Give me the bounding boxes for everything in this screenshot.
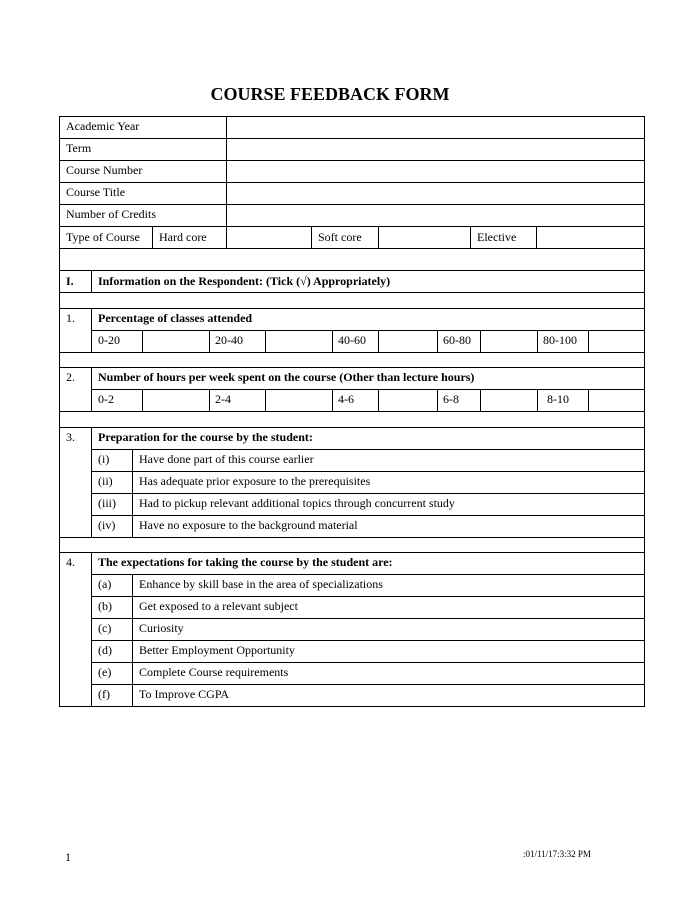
q3-item-text[interactable]: Have done part of this course earlier (139, 452, 314, 466)
q3-item-text[interactable]: Had to pickup relevant additional topics through concurrent study (139, 496, 455, 510)
q3-item-text[interactable]: Has adequate prior exposure to the prerequisites (139, 474, 371, 488)
q4-item-label: (d) (98, 643, 112, 657)
course-number-field[interactable] (227, 161, 644, 182)
q1-tick-box[interactable] (589, 331, 644, 352)
q4-number: 4. (66, 555, 75, 569)
q1-tick-box[interactable] (266, 331, 332, 352)
type-hard-core: Hard core (159, 230, 207, 244)
q4-item-text[interactable]: To Improve CGPA (139, 687, 230, 701)
q4-item-text[interactable]: Curiosity (139, 621, 184, 635)
section-i-number: I. (66, 274, 74, 288)
q4-item-label: (a) (98, 577, 112, 591)
type-elective: Elective (477, 230, 517, 244)
academic-year-field[interactable] (227, 117, 644, 138)
q1-tick-box[interactable] (481, 331, 537, 352)
timestamp: :01/11/17:3:32 PM (523, 849, 591, 859)
academic-year-label: Academic Year (66, 119, 140, 133)
q4-item-label: (e) (98, 665, 112, 679)
q4-item-text[interactable]: Complete Course requirements (139, 665, 289, 679)
q4-item-text[interactable]: Get exposed to a relevant subject (139, 599, 298, 613)
q2-tick-box[interactable] (143, 390, 209, 411)
q1-tick-box[interactable] (143, 331, 209, 352)
q2-heading: Number of hours per week spent on the course (Other than lecture hours) (98, 370, 475, 384)
term-label: Term (66, 141, 92, 155)
q1-option-label: 20-40 (215, 333, 243, 347)
course-type-label: Type of Course (66, 230, 140, 244)
q2-option-label: 4-6 (338, 392, 354, 406)
q1-tick-box[interactable] (379, 331, 437, 352)
course-title-label: Course Title (66, 185, 126, 199)
term-field[interactable] (227, 139, 644, 160)
q2-tick-box[interactable] (266, 390, 332, 411)
q4-item-text[interactable]: Better Employment Opportunity (139, 643, 295, 657)
q3-heading: Preparation for the course by the student: (98, 430, 313, 444)
q2-tick-box[interactable] (589, 390, 644, 411)
credits-field[interactable] (227, 205, 644, 226)
q3-item-label: (ii) (98, 474, 113, 488)
q1-option-label: 60-80 (443, 333, 471, 347)
q2-option-label: 6-8 (443, 392, 459, 406)
q3-item-label: (i) (98, 452, 110, 466)
q2-tick-box[interactable] (481, 390, 537, 411)
q4-item-label: (b) (98, 599, 112, 613)
q4-item-label: (f) (98, 687, 110, 701)
q1-heading: Percentage of classes attended (98, 311, 253, 325)
q1-option-label: 40-60 (338, 333, 366, 347)
q2-tick-box[interactable] (379, 390, 437, 411)
section-i-heading: Information on the Respondent: (Tick (√) Appropriately) (98, 274, 391, 288)
form-title: COURSE FEEDBACK FORM (210, 84, 450, 104)
q3-item-label: (iv) (98, 518, 116, 532)
q4-item-text[interactable]: Enhance by skill base in the area of specializations (139, 577, 383, 591)
q2-option-label: 8-10 (547, 392, 569, 406)
q3-number: 3. (66, 430, 75, 444)
q2-number: 2. (66, 370, 75, 384)
q4-item-label: (c) (98, 621, 112, 635)
q4-heading: The expectations for taking the course by the student are: (98, 555, 393, 569)
elective-tick-box[interactable] (537, 227, 644, 248)
type-soft-core: Soft core (318, 230, 362, 244)
credits-label: Number of Credits (66, 207, 156, 221)
q1-option-label: 0-20 (98, 333, 120, 347)
soft-core-tick-box[interactable] (379, 227, 470, 248)
q3-item-label: (iii) (98, 496, 116, 510)
q3-item-text[interactable]: Have no exposure to the background material (139, 518, 358, 532)
q1-option-label: 80-100 (543, 333, 577, 347)
course-title-field[interactable] (227, 183, 644, 204)
hard-core-tick-box[interactable] (227, 227, 311, 248)
page-number: 1 (65, 850, 71, 864)
q1-number: 1. (66, 311, 75, 325)
q2-option-label: 0-2 (98, 392, 114, 406)
course-number-label: Course Number (66, 163, 143, 177)
q2-option-label: 2-4 (215, 392, 231, 406)
